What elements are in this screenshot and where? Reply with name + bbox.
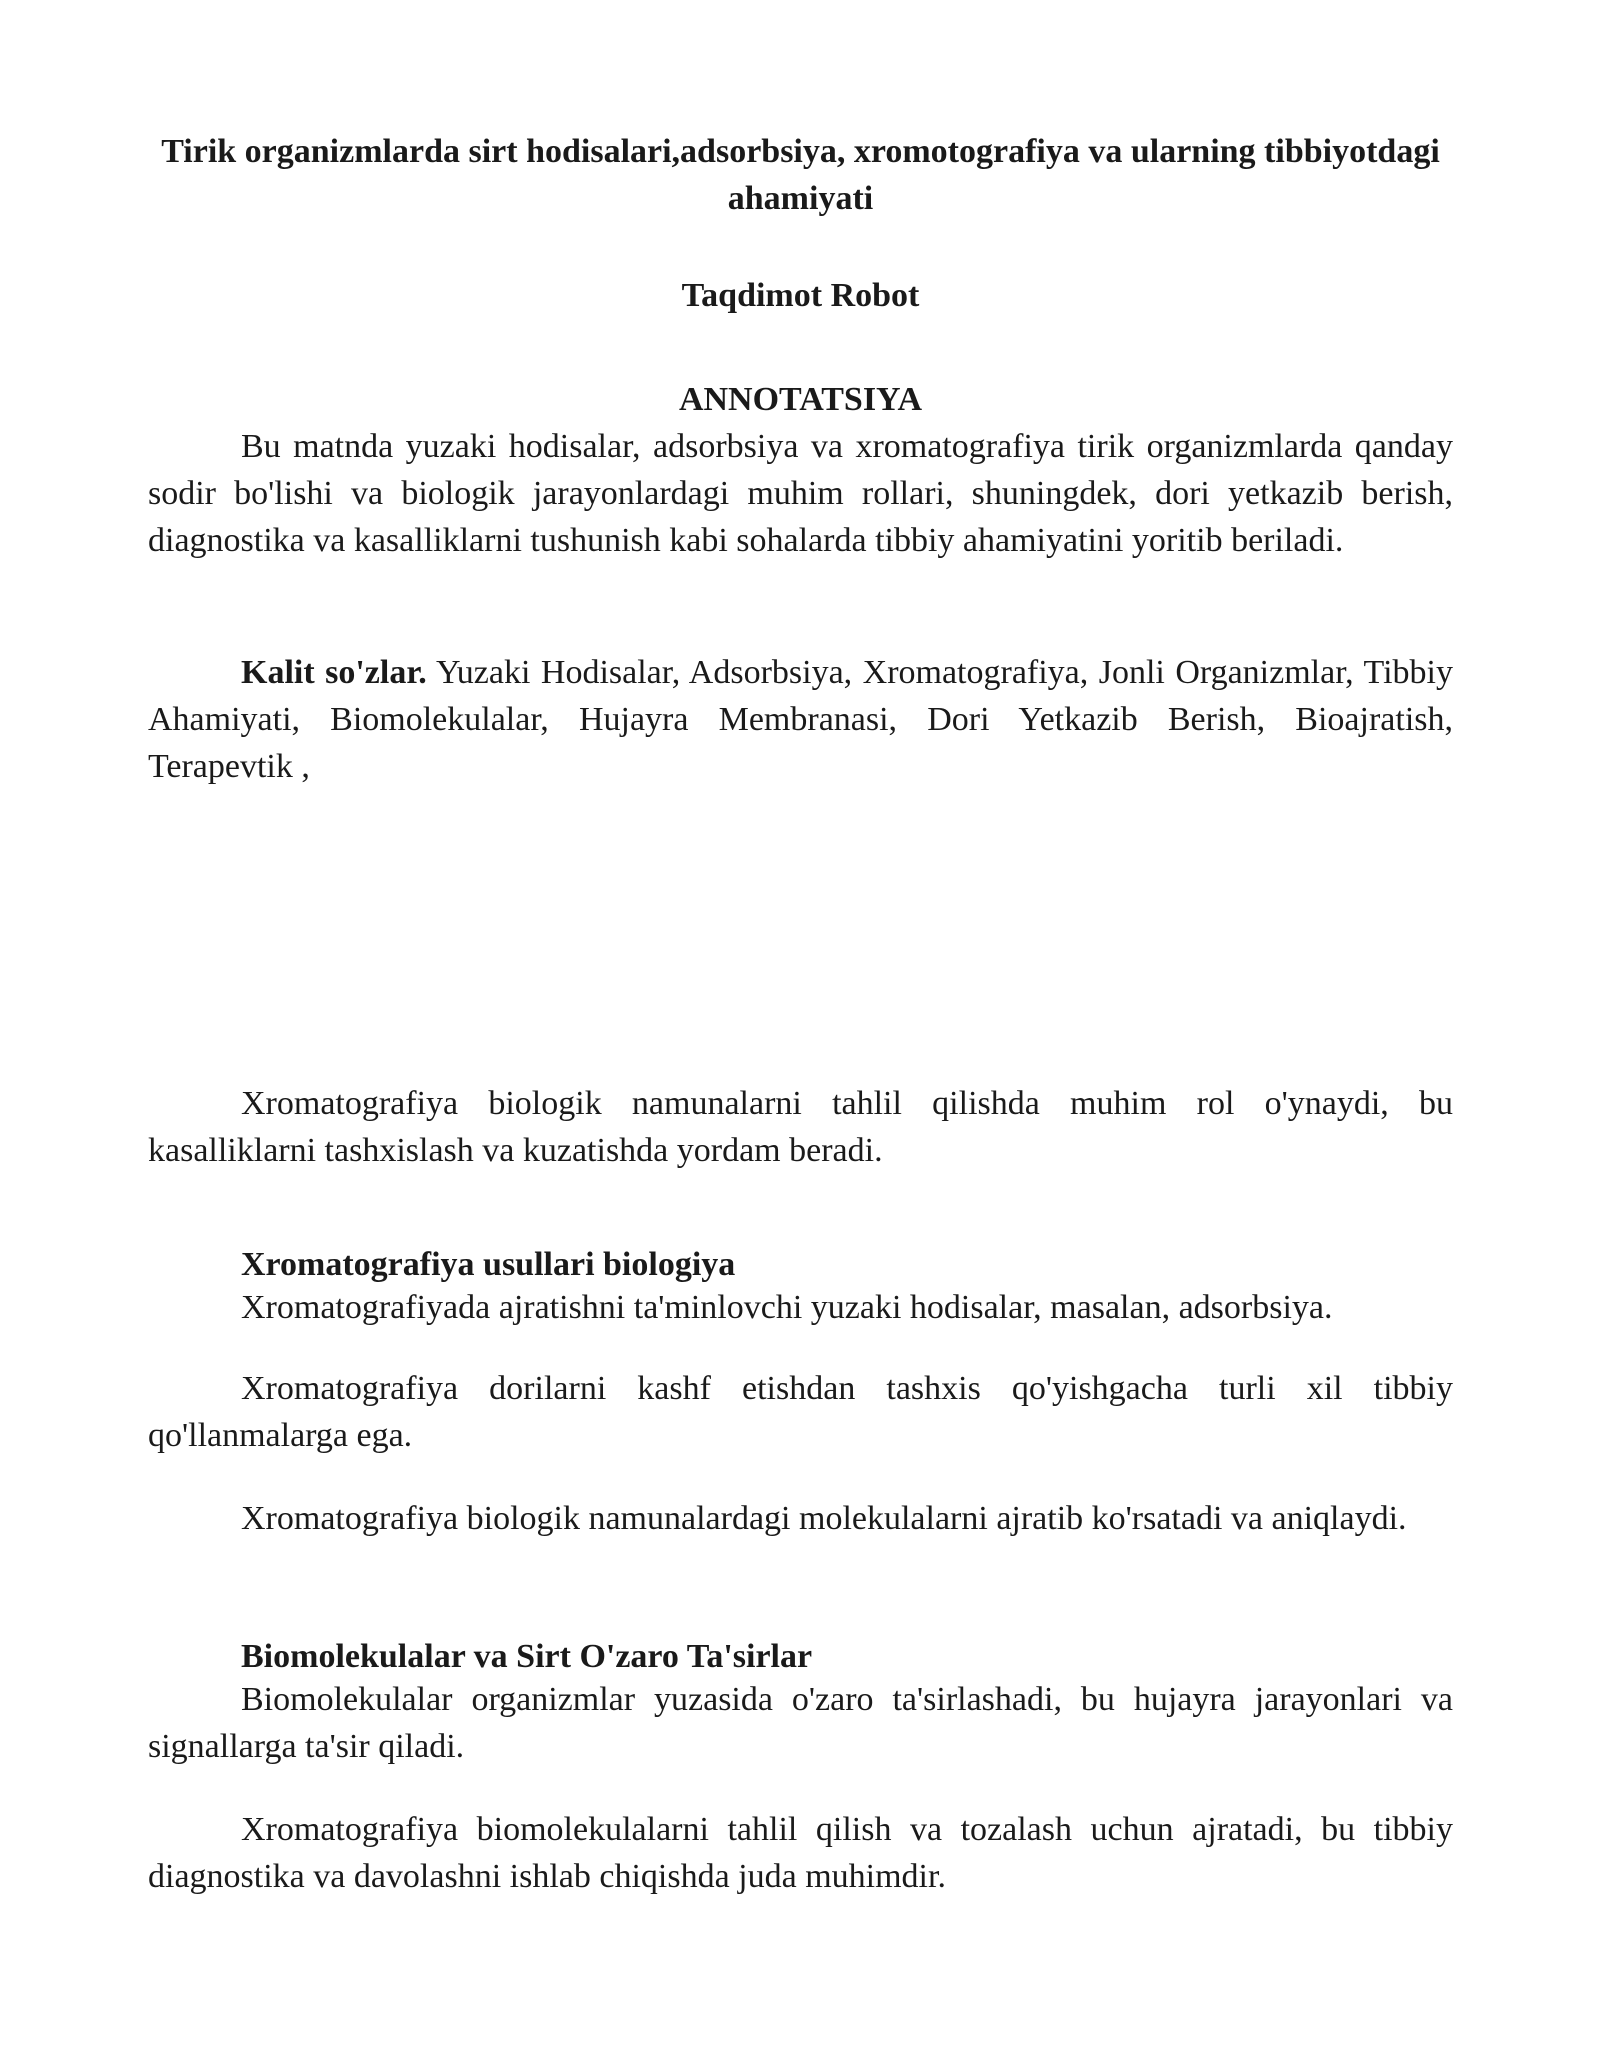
section-2-paragraph-2: Xromatografiya biomolekulalarni tahlil qilish va tozalash uchun ajratadi, bu tibbiy diagnostika va davolashni ishlab chiqishda juda muhimdir.: [148, 1811, 1453, 1895]
section-1-paragraph-3: Xromatografiya biologik namunalardagi molekulalarni ajratib ko'rsatadi va aniqlaydi.: [241, 1500, 1407, 1537]
section-1-paragraph-2: Xromatografiya dorilarni kashf etishdan tashxis qo'yishgacha turli xil tibbiy qo'llanmalarga ega.: [148, 1370, 1453, 1454]
annotation-heading: ANNOTATSIYA: [678, 381, 923, 418]
section-1-paragraph-1: Xromatografiyada ajratishni ta'minlovchi yuzaki hodisalar, masalan, adsorbsiya.: [241, 1289, 1333, 1326]
keywords-paragraph: [148, 649, 1453, 790]
section-heading-biomolecules: Biomolekulalar va Sirt O'zaro Ta'sirlar: [241, 1638, 813, 1675]
document-title: Tirik organizmlarda sirt hodisalari,adsorbsiya, xromotografiya va ularning tibbiyotdagi ahamiyati: [161, 133, 1440, 217]
chromatography-intro-paragraph: Xromatografiya biologik namunalarni tahlil qilishda muhim rol o'ynaydi, bu kasalliklarni tashxislash va kuzatishda yordam beradi.: [148, 1085, 1453, 1169]
section-heading-chromatography-methods: Xromatografiya usullari biologiya: [241, 1246, 736, 1283]
section-2-paragraph-1: Biomolekulalar organizmlar yuzasida o'zaro ta'sirlashadi, bu hujayra jarayonlari va signallarga ta'sir qiladi.: [148, 1681, 1453, 1765]
keywords-list: Yuzaki Hodisalar, Adsorbsiya, Xromatografiya, Jonli Organizmlar, Tibbiy Ahamiyati, Biomolekulalar, Hujayra Membranasi, Dori Yetkazib Berish, Bioajratish, Terapevtik ,: [148, 654, 1453, 785]
document-author: Taqdimot Robot: [681, 277, 920, 314]
annotation-paragraph: Bu matnda yuzaki hodisalar, adsorbsiya va xromatografiya tirik organizmlarda qanday sodir bo'lishi va biologik jarayonlardagi muhim rollari, shuningdek, dori yetkazib berish, diagnostika va kasalliklarni tushunish kabi sohalarda tibbiy ahamiyatini yoritib beriladi.: [148, 428, 1453, 559]
keywords-label: Kalit so'zlar.: [241, 654, 427, 691]
